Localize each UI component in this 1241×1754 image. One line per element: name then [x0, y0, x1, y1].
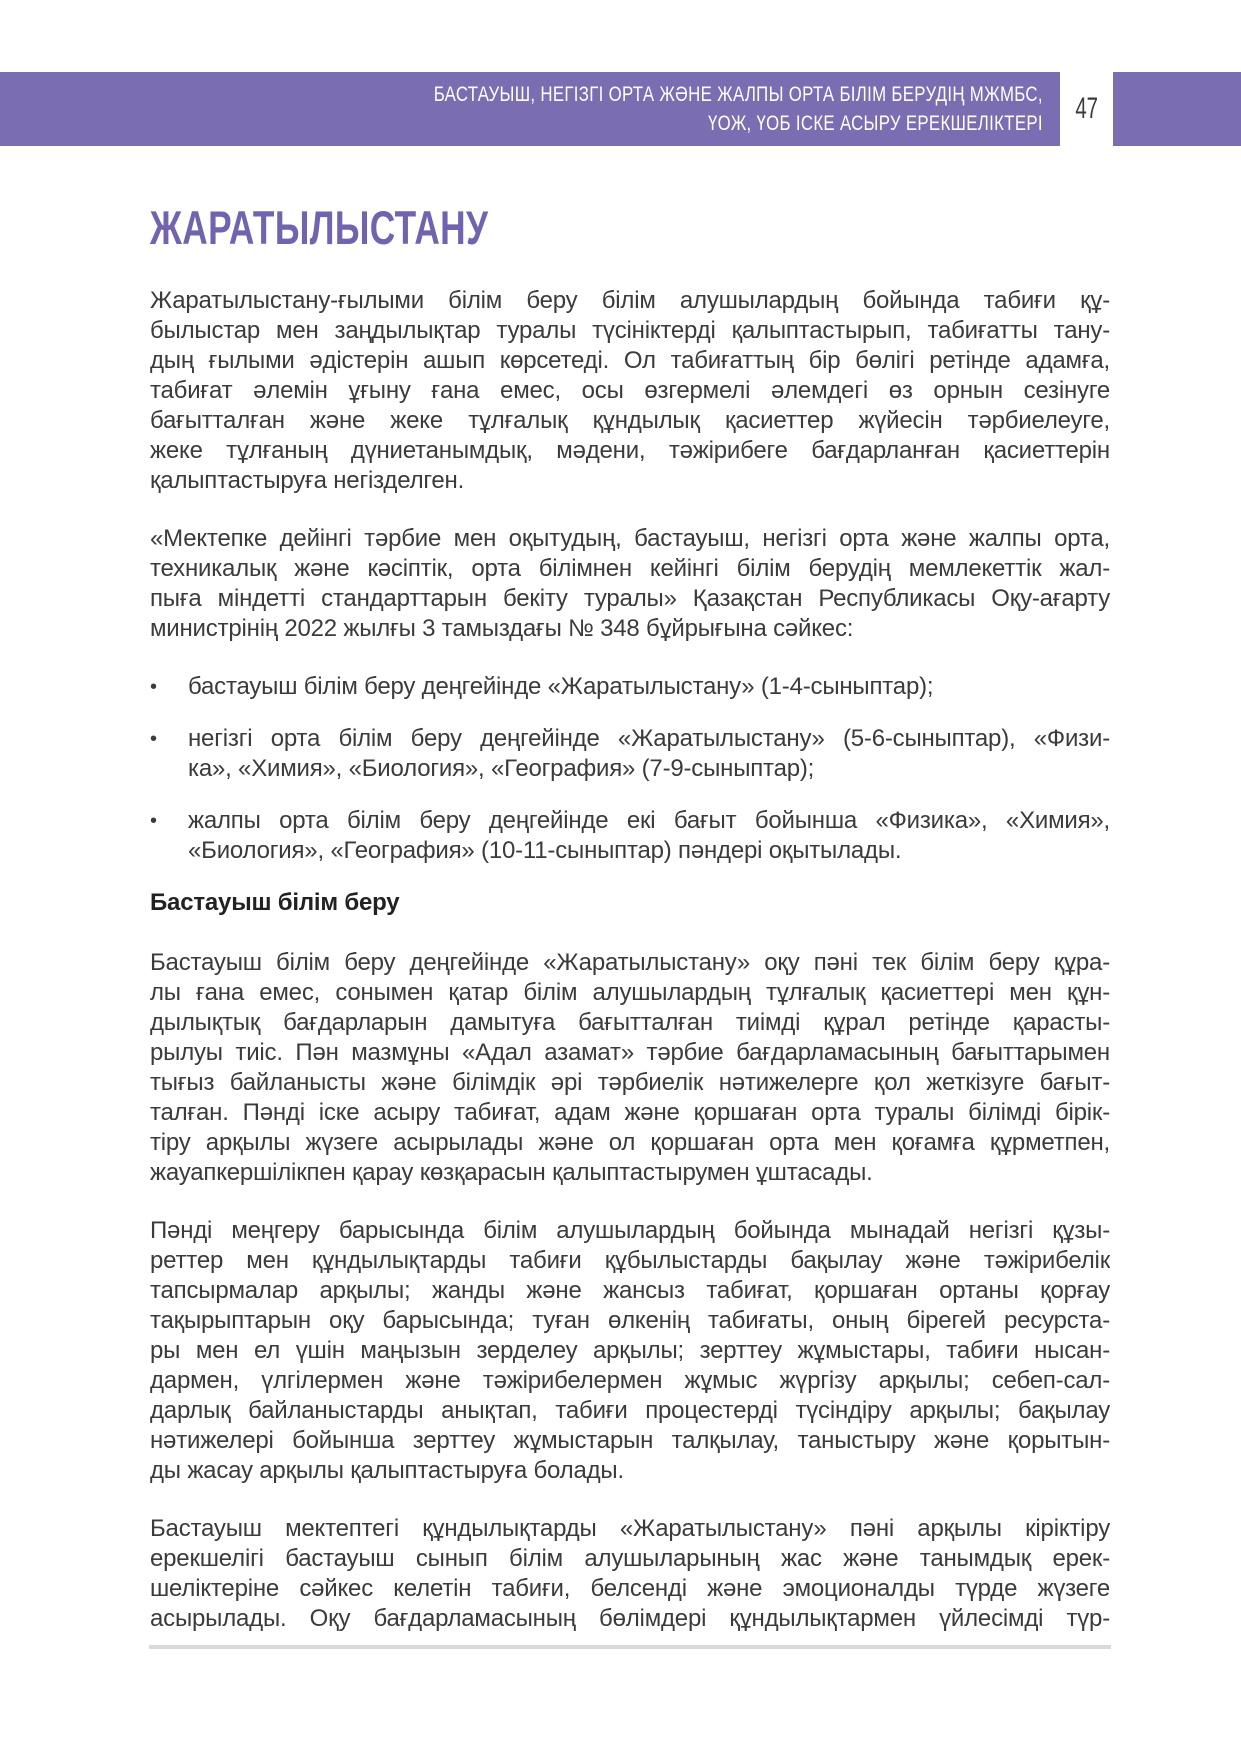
bullet-marker: •	[150, 728, 157, 750]
header-right-block	[1113, 72, 1241, 146]
bullet-item	[150, 806, 1110, 866]
header-bar	[0, 72, 1060, 146]
bullet-item	[150, 724, 1110, 784]
bullet-list	[150, 672, 1110, 866]
bullet-text: бастауыш білім беру деңгейінде «Жаратылыстану» (1-4-сыныптар);	[188, 673, 934, 700]
header-title-line2: ҮОЖ, ҮОБ ІСКЕ АСЫРУ ЕРЕКШЕЛІКТЕРІ	[707, 112, 1043, 135]
bullet-item	[150, 672, 1110, 702]
header-title	[433, 80, 1060, 138]
bullet-marker: •	[150, 676, 157, 698]
header-title-line1: БАСТАУЫШ, НЕГІЗГІ ОРТА ЖӘНЕ ЖАЛПЫ ОРТА БІЛІМ БЕРУДІҢ МЖМБС,	[433, 83, 1043, 106]
article-title: ЖАРАТЫЛЫСТАНУ	[150, 201, 489, 254]
article-body	[150, 201, 1110, 1662]
paragraph-5: Бастауыш мектептегі құндылықтарды «Жаратылыстану» пәні арқылы кіріктіру ерекшелігі бастауыш сынып білім алушыларының жас және танымдық ерек- шеліктеріне сәйкес келетін табиғи, белсенді және эмоционалды түрде жүзеге асырылады. Оқу бағдарламасының бөлімдері құндылықтармен үйлесімді түр-	[150, 1515, 1110, 1632]
paragraph-2: «Мектепке дейінгі тәрбие мен оқытудың, бастауыш, негізгі орта және жалпы орта, техникалық және кәсіптік, орта білімнен кейінгі білім берудің мемлекеттік жал- пыға міндетті стандарттарын бекіту туралы» Қазақстан Республикасы Оқу-ағарту министрінің 2022 жылғы 3 тамыздағы № 348 бұйрығына сәйкес:	[150, 525, 1110, 642]
paragraph-4: Пәнді меңгеру барысында білім алушылардың бойында мынадай негізгі құзы- реттер мен құндылықтарды табиғи құбылыстарды бақылау және тәжірибелік тапсырмалар арқылы; жанды және жансыз табиғат, қоршаған ортаны қорғау тақырыптарын оқу барысында; туған өлкенің табиғаты, оның бірегей ресурста- ры мен ел үшін маңызын зерделеу арқылы; зерттеу жұмыстары, табиғи нысан- дармен, үлгілермен және тәжірибелермен жұмыс жүргізу арқылы; себеп-сал- дарлық байланыстарды анықтап, табиғи процестерді түсіндіру арқылы; бақылау нәтижелері бойынша зерттеу жұмыстарын талқылау, таныстыру және қорытын- ды жасау арқылы қалыптастыруға болады.	[150, 1217, 1110, 1484]
paragraph-3: Бастауыш білім беру деңгейінде «Жаратылыстану» оқу пәні тек білім беру құра- лы ғана емес, сонымен қатар білім алушылардың тұлғалық қасиеттері мен құн- дылықтық бағдарларын дамытуға бағытталған тиімді құрал ретінде қарасты- рылуы тиіс. Пән мазмұны «Адал азамат» тәрбие бағдарламасының бағыттарымен тығыз байланысты және білімдік әрі тәрбиелік нәтижелерге қол жеткізуге бағыт- талған. Пәнді іске асыру табиғат, адам және қоршаған орта туралы білімді бірік- тіру арқылы жүзеге асырылады және ол қоршаған орта мен қоғамға құрметпен, жауапкершілікпен қарау көзқарасын қалыптастырумен ұштасады.	[150, 949, 1110, 1186]
bullet-text: жалпы орта білім беру деңгейінде екі бағыт бойынша «Физика», «Химия», «Биология», «География» (10-11-сыныптар) пәндері оқытылады.	[188, 807, 1110, 864]
footer-rule	[149, 1645, 1111, 1649]
paragraph-1: Жаратылыстану-ғылыми білім беру білім алушылардың бойында табиғи құ- былыстар мен заңдылықтар туралы түсініктерді қалыптастырып, табиғатты тану- дың ғылыми әдістерін ашып көрсетеді. Ол табиғаттың бір бөлігі ретінде адамға, табиғат әлемін ұғыну ғана емес, осы өзгермелі әлемдегі өз орнын сезінуге бағытталған және жеке тұлғалық құндылық қасиеттер жүйесін тәрбиелеуге, жеке тұлғаның дүниетанымдық, мәдени, тәжірибеге бағдарланған қасиеттерін қалыптастыруға негізделген.	[150, 287, 1110, 494]
bullet-text: негізгі орта білім беру деңгейінде «Жаратылыстану» (5-6-сыныптар), «Физи- ка», «Химия», «Биология», «География» (7-9-сыныптар);	[188, 725, 1110, 782]
page-number: 47	[1075, 92, 1098, 125]
section-subheading: Бастауыш білім беру	[150, 889, 400, 916]
bullet-marker: •	[150, 810, 157, 832]
